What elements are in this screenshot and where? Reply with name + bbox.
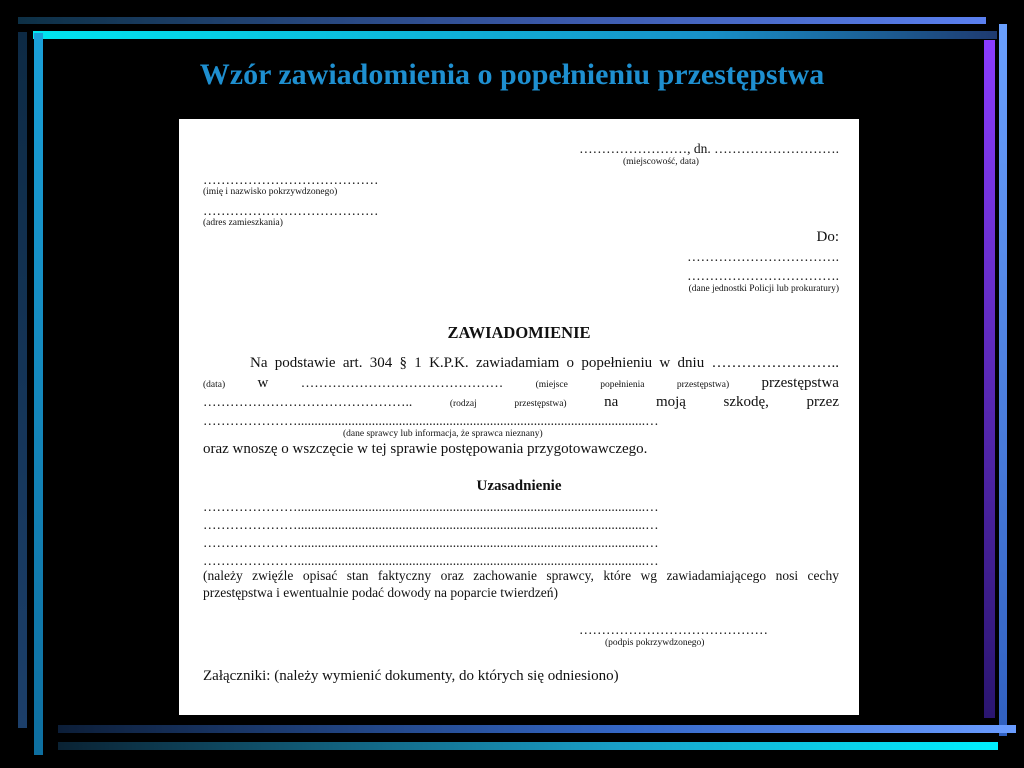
crime-place-line: ……………………………………… — [300, 375, 504, 390]
name-line: ………………………………… — [203, 172, 379, 187]
address-caption: (adres zamieszkania) — [203, 218, 283, 228]
signature-caption: (podpis pokrzywdzonego) — [605, 638, 705, 648]
justification-line-4: ………………….......................................................................................................… — [203, 553, 659, 568]
left-decor-bar-dark — [18, 32, 27, 728]
top-decor-bar-cyan — [33, 31, 997, 39]
recipient-caption: (dane jednostki Policji lub prokuratury) — [688, 284, 839, 294]
justification-note-line-2: przestępstwa i ewentualnie podać dowody na poparcie twierdzeń) — [203, 585, 558, 600]
body-line-1: Na podstawie art. 304 § 1 K.P.K. zawiadamiam o popełnieniu w dniu …………………….. — [250, 355, 839, 371]
name-caption: (imię i nazwisko pokrzywdzonego) — [203, 187, 338, 197]
left-decor-bar-cyan — [34, 33, 43, 755]
word-moja: moją — [655, 394, 686, 410]
body-line-5: oraz wnoszę o wszczęcie w tej sprawie postępowania przygotowawczego. — [203, 441, 648, 457]
crime-type-caption-2: przestępstwa) — [514, 399, 567, 409]
word-na: na — [604, 394, 619, 410]
word-szkode: szkodę, — [723, 394, 769, 410]
justification-note-line-1: (należy zwięźle opisać stan faktyczny oraz zachowanie sprawcy, które wg zawiadamiającego nosi cechy — [203, 568, 839, 583]
perpetrator-line: ………………….......................................................................................................… — [203, 413, 659, 428]
place-date-line: ……………………, dn. ………………………. — [579, 141, 839, 156]
attachments-line: Załączniki: (należy wymienić dokumenty, do których się odniesiono) — [203, 668, 619, 684]
bottom-decor-bar-cyan — [58, 742, 998, 750]
word-w: w — [257, 375, 269, 391]
to-label: Do: — [816, 229, 839, 245]
crime-place-caption-2: popełnienia — [600, 380, 645, 390]
body-line-3 — [203, 394, 839, 411]
address-line: ………………………………… — [203, 203, 379, 218]
word-przez: przez — [806, 394, 839, 410]
form-heading: ZAWIADOMIENIE — [447, 323, 591, 342]
justification-line-1: ………………….......................................................................................................… — [203, 499, 659, 514]
date-caption: (data) — [203, 380, 226, 390]
signature-line: …………………………………… — [579, 622, 768, 637]
crime-type-line: ……………………………………….. — [203, 394, 413, 409]
right-decor-bar-blue — [999, 24, 1007, 736]
right-decor-bar-violet — [984, 40, 995, 718]
body-line-2 — [203, 375, 839, 392]
bottom-decor-bar-blue — [58, 725, 1016, 733]
word-przestepstwa: przestępstwa — [761, 375, 839, 391]
justification-line-2: ………………….......................................................................................................… — [203, 517, 659, 532]
recipient-line-1: ……………………………. — [687, 249, 839, 264]
recipient-line-2: ……………………………. — [687, 268, 839, 283]
justification-heading: Uzasadnienie — [476, 478, 562, 494]
crime-place-caption-1: (miejsce — [535, 380, 568, 390]
crime-place-caption-3: przestępstwa) — [676, 380, 730, 390]
justification-line-3: ………………….......................................................................................................… — [203, 535, 659, 550]
top-decor-bar — [18, 17, 986, 24]
place-date-caption: (miejscowość, data) — [623, 157, 699, 167]
perpetrator-caption: (dane sprawcy lub informacja, że sprawca nieznany) — [343, 429, 543, 439]
crime-type-caption-1: (rodzaj — [449, 399, 477, 409]
slide-title: Wzór zawiadomienia o popełnieniu przestępstwa — [199, 58, 825, 91]
notification-form-document — [179, 119, 859, 715]
